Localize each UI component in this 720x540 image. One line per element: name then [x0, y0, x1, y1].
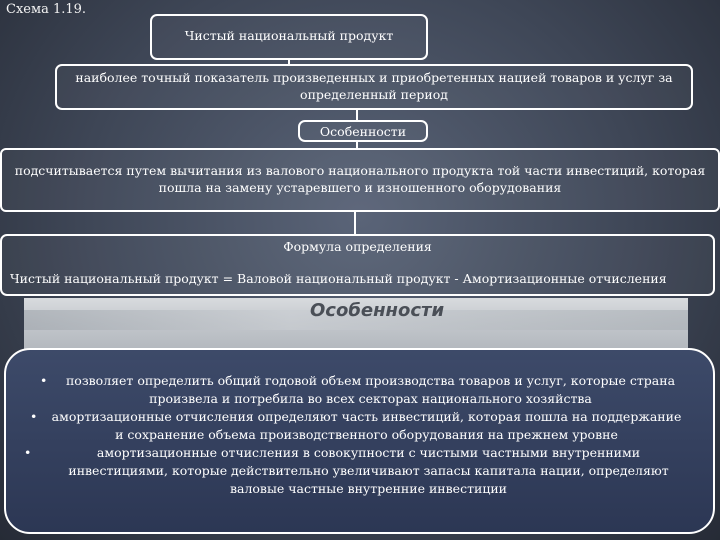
features-text: подсчитывается путем вычитания из валового национального продукта той части инвестиций, которая пошла на замену устаревшего и изношенного оборудования: [14, 163, 706, 195]
bullet-text: амортизационные отчисления определяют часть инвестиций, которая пошла на поддержание и сохранение объема производственного оборудования на прежнем уровне: [51, 409, 682, 442]
figure-caption: Схема 1.19.: [6, 2, 87, 17]
features-label: Особенности: [319, 124, 407, 139]
definition-box: [55, 64, 693, 110]
formula-equation: Чистый национальный продукт = Валовой национальный продукт - Амортизационные отчисления: [10, 271, 667, 286]
features-photo: [24, 298, 688, 350]
features-label-box: [298, 120, 428, 142]
formula-box: [0, 234, 715, 296]
definition-text: наиболее точный показатель произведенных и приобретенных нацией товаров и услуг за определенный период: [75, 70, 673, 102]
bullet-text: позволяет определить общий годовой объем производства товаров и услуг, которые страна произвела и потребила во всех секторах национального хозяйства: [65, 373, 676, 406]
bullet-dot: •: [40, 373, 48, 388]
connector-line: [354, 212, 356, 234]
photo-text: Особенности: [310, 300, 445, 321]
title-text: Чистый национальный продукт: [184, 28, 394, 43]
connector-line: [356, 110, 358, 120]
formula-heading: Формула определения: [283, 239, 432, 254]
title-box: [150, 14, 428, 60]
bullet-item: [28, 372, 695, 408]
bullet-text: амортизационные отчисления в совокупности с чистыми частными внутренними инвестициями, которые действительно увеличивают запасы капитала нации, определяют валовые частные внутренние инвестиции: [68, 445, 669, 496]
features-box: [0, 148, 720, 212]
bullet-item: [24, 444, 695, 498]
bullet-dot: •: [30, 409, 38, 424]
bullet-item: [28, 408, 695, 444]
bullets-box: [4, 348, 715, 534]
bullet-dot: •: [24, 445, 32, 460]
